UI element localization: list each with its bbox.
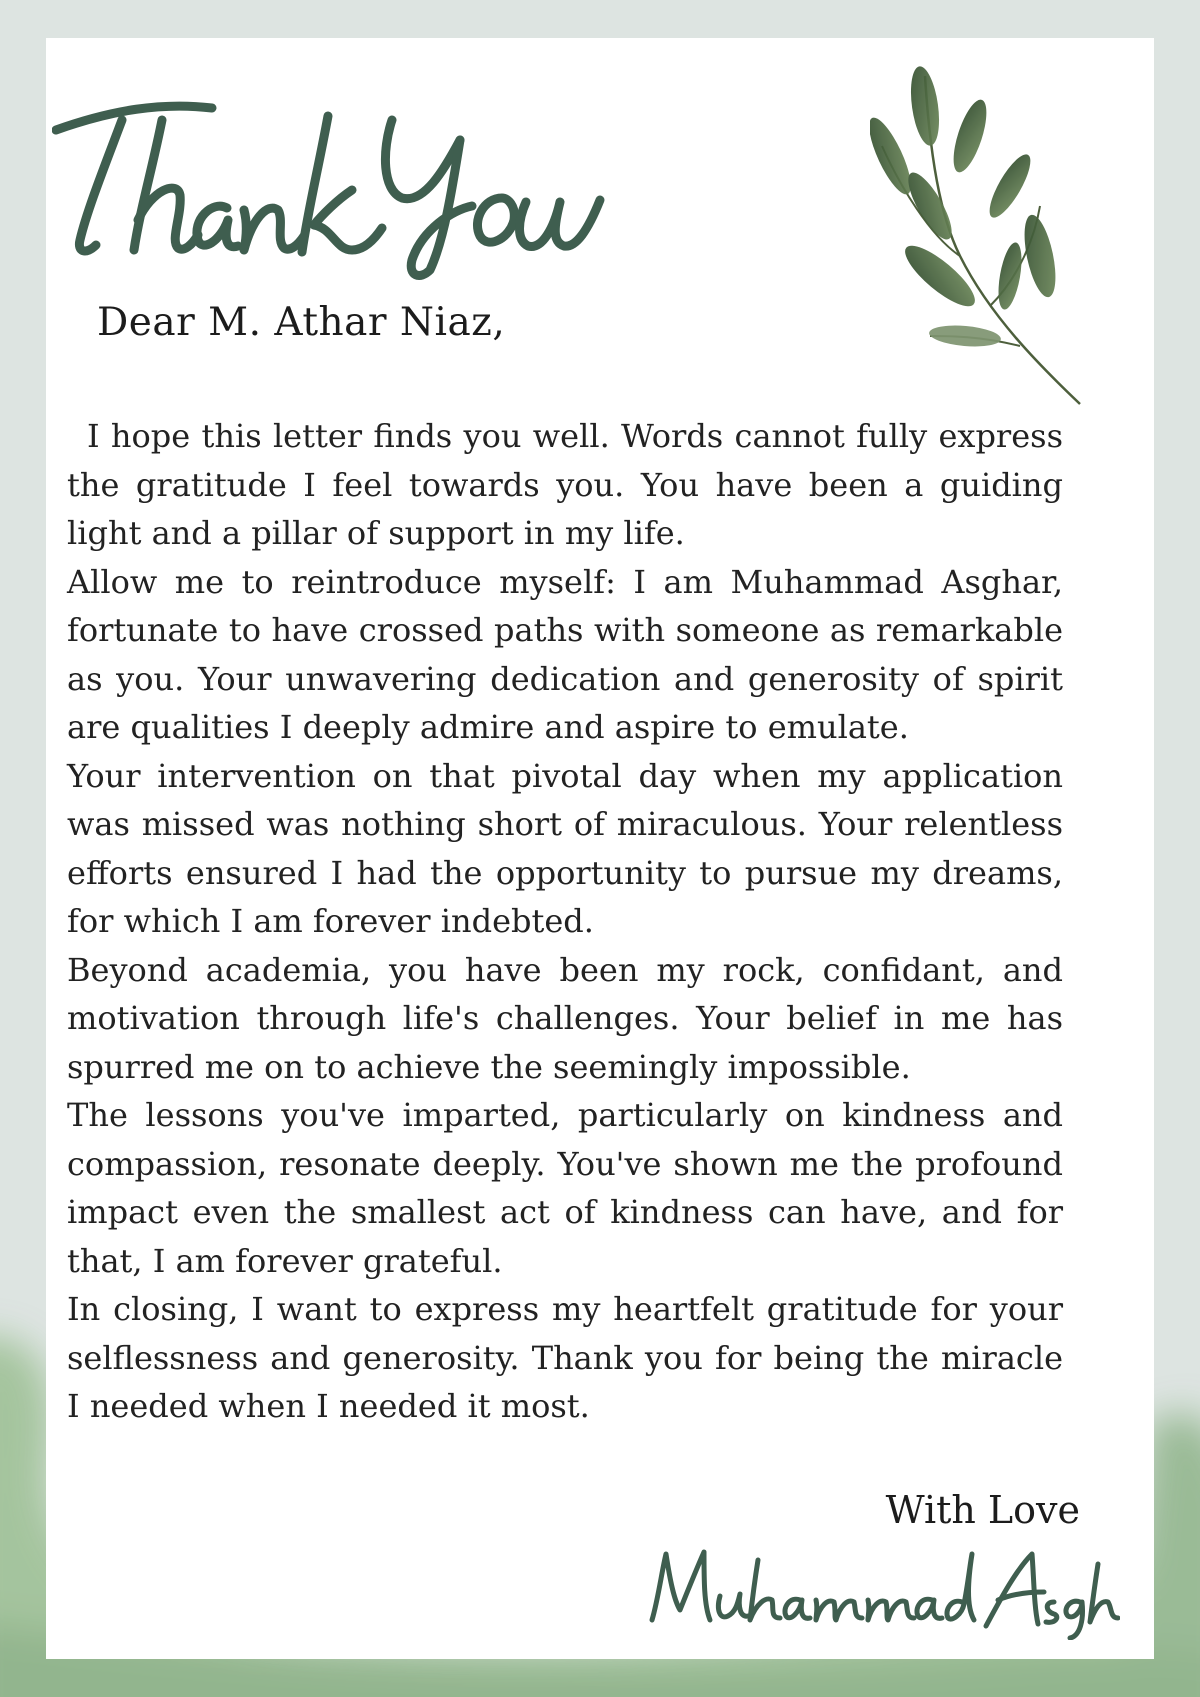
paragraph-beyond-academia: Beyond academia, you have been my rock, confidant, and motivation through life's challenges. Your belief in me has spurred me on to achieve the seemingly impossible. <box>67 950 1063 1086</box>
paragraph-reintroduction: Allow me to reintroduce myself: I am Muhammad Asghar, fortunate to have crossed paths with someone as remarkable as you. Your unwavering dedication and generosity of spirit are qualities I deeply admire and aspire to emulate. <box>67 562 1063 746</box>
letter-body <box>67 412 1063 1431</box>
paragraph-intervention: Your intervention on that pivotal day when my application was missed was nothing short of miraculous. Your relentless efforts ensured I had the opportunity to pursue my dreams, for which I am forever indebted. <box>67 756 1063 940</box>
handwritten-signature <box>640 1540 1120 1640</box>
thank-you-title <box>52 80 652 280</box>
paragraph-closing: In closing, I want to express my heartfelt gratitude for your selflessness and generosity. Thank you for being the miracle I needed when I needed it most. <box>67 1290 1063 1425</box>
paragraph-lessons: The lessons you've imparted, particularly on kindness and compassion, resonate deeply. You've shown me the profound impact even the smallest act of kindness can have, and for that, I am forever grateful. <box>67 1096 1063 1280</box>
closing-line: With Love <box>885 1488 1080 1532</box>
paragraph-intro: I hope this letter finds you well. Words cannot fully express the gratitude I feel towards you. You have been a guiding light and a pillar of support in my life. <box>67 417 1063 552</box>
greeting: Dear M. Athar Niaz, <box>97 300 506 345</box>
leaf-sprig-illustration <box>870 36 1090 420</box>
